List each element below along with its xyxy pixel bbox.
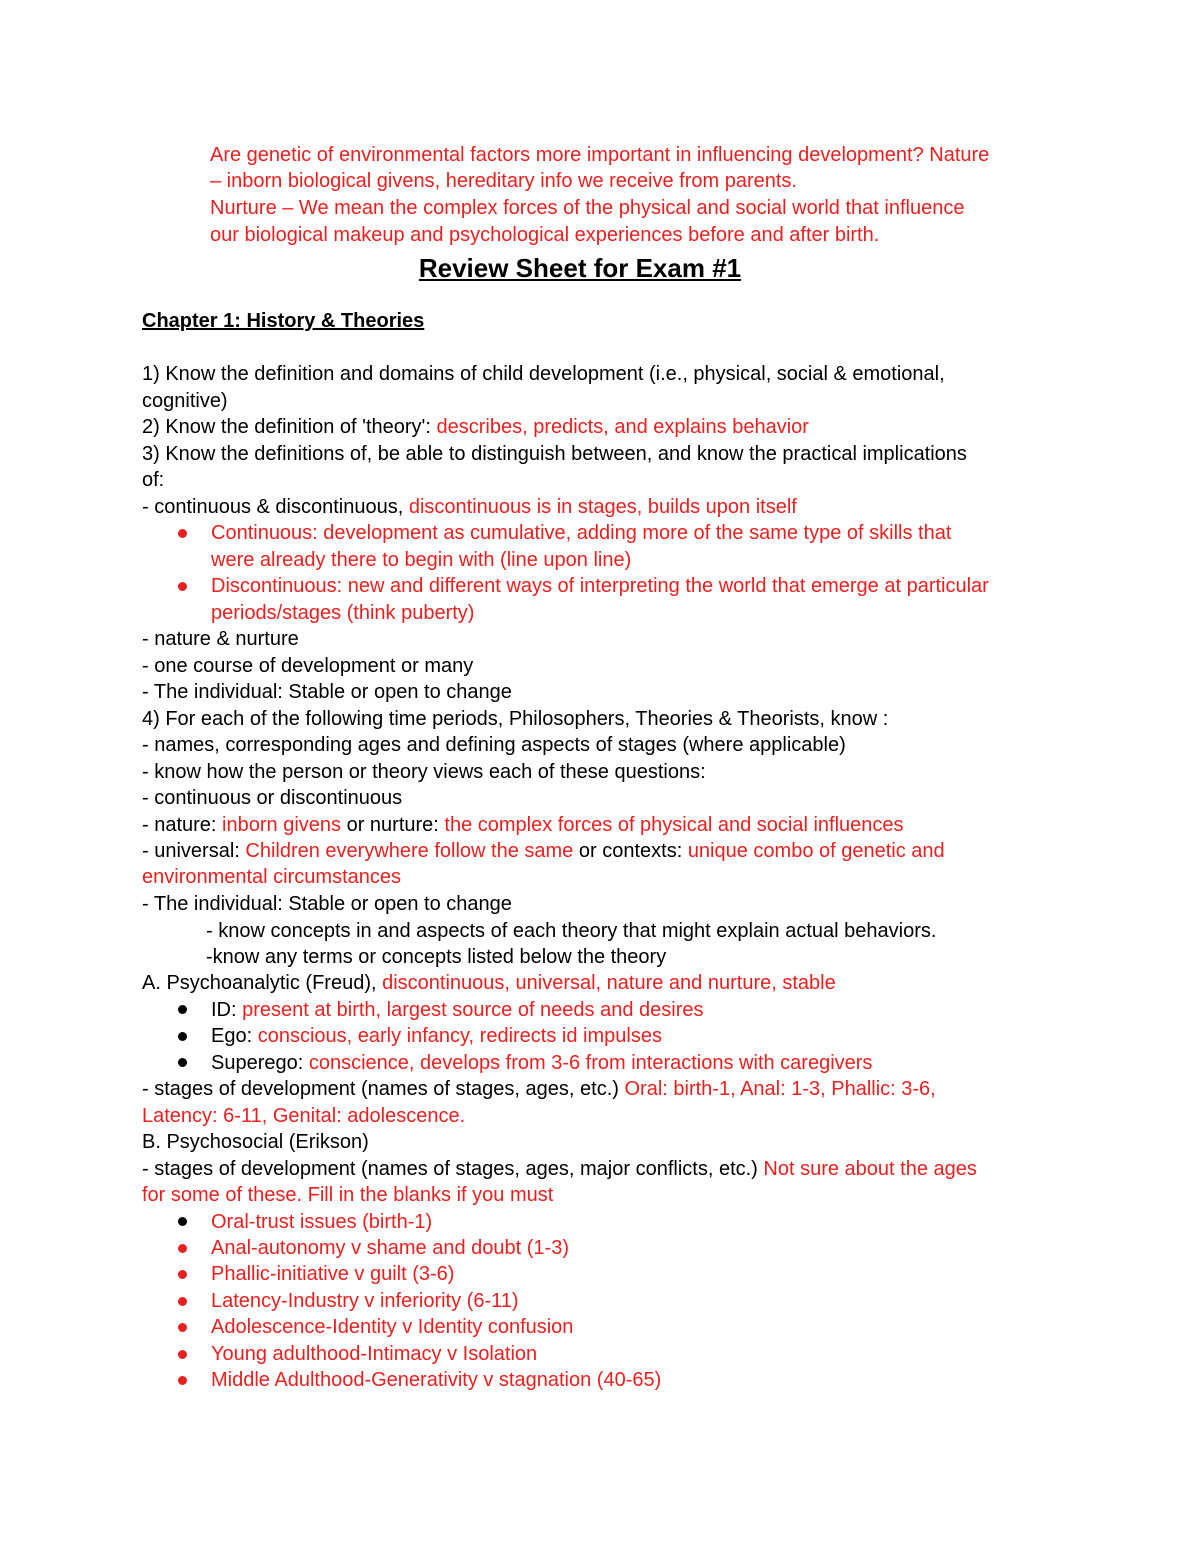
continuous-prefix: - continuous & discontinuous, [142,496,409,518]
nature-prefix: - nature: [142,814,223,836]
bullet-dot-icon [178,1323,187,1332]
erikson-stages-line-1 [142,1156,977,1182]
intro-line-2: – inborn biological givens, hereditary info we receive from parents. [210,170,797,192]
bullet-dot-icon [178,582,187,591]
freud-stages-prefix: - stages of development (names of stages, ages, etc.) [142,1078,625,1100]
freud-stages-line-2: Latency: 6-11, Genital: adolescence. [142,1105,466,1127]
bullet-dot-icon [178,529,187,538]
question-2 [142,414,809,440]
q4-item-continuous: - continuous or discontinuous [142,787,403,809]
continuous-bullet-line-2: were already there to begin with (line upon line) [211,549,632,571]
item-course-of-development: - one course of development or many [142,655,474,677]
item-nature-nurture: - nature & nurture [142,628,299,650]
universal-answer: Children everywhere follow the same [245,840,574,862]
continuous-answer: discontinuous is in stages, builds upon itself [408,496,797,518]
erikson-stages-line-2: for some of these. Fill in the blanks if you must [142,1184,554,1206]
q4-sub-concepts: - know concepts in and aspects of each theory that might explain actual behaviors. [206,920,937,942]
question-1-line-1: 1) Know the definition and domains of child development (i.e., physical, social & emotional, [142,363,945,385]
id-answer: present at birth, largest source of needs and desires [242,999,704,1021]
section-a-heading [142,970,836,996]
erikson-stage-item: Anal-autonomy v shame and doubt (1-3) [211,1237,569,1259]
freud-stages-line-1 [142,1076,936,1102]
question-2-prefix: 2) Know the definition of 'theory': [142,416,437,438]
bullet-dot-icon [178,1297,187,1306]
bullet-dot-icon [178,1005,187,1014]
bullet-dot-icon [178,1376,187,1385]
section-a-answer: discontinuous, universal, nature and nurture, stable [382,972,836,994]
question-4-line-1: 4) For each of the following time periods, Philosophers, Theories & Theorists, know : [142,708,889,730]
bullet-dot-icon [178,1217,187,1226]
question-1-line-2: cognitive) [142,390,228,412]
question-2-answer: describes, predicts, and explains behavior [436,416,809,438]
bullet-dot-icon [178,1350,187,1359]
contexts-answer-line-2: environmental circumstances [142,866,401,888]
superego-label: Superego: [211,1052,309,1074]
erikson-stage-item: Adolescence-Identity v Identity confusion [211,1316,574,1338]
freud-id-item [211,997,704,1023]
q4-item-individual: - The individual: Stable or open to change [142,893,512,915]
q4-item-names: - names, corresponding ages and defining aspects of stages (where applicable) [142,734,846,756]
ego-answer: conscious, early infancy, redirects id impulses [257,1025,662,1047]
erikson-stage-item: Young adulthood-Intimacy v Isolation [211,1343,538,1365]
erikson-stages-prefix: - stages of development (names of stages, ages, major conflicts, etc.) [142,1158,764,1180]
freud-superego-item [211,1050,872,1076]
page-title: Review Sheet for Exam #1 [418,253,742,283]
discontinuous-bullet-line-1: Discontinuous: new and different ways of interpreting the world that emerge at particular [211,575,989,597]
nature-answer: inborn givens [222,814,342,836]
erikson-stage-item: Latency-Industry v inferiority (6-11) [211,1290,519,1312]
section-b-heading: B. Psychosocial (Erikson) [142,1131,369,1153]
q4-item-nature [142,812,904,838]
contexts-answer: unique combo of genetic and [687,840,945,862]
question-3-continuous [142,494,797,520]
erikson-stage-item: Oral-trust issues (birth-1) [211,1211,433,1233]
freud-ego-item [211,1023,662,1049]
intro-line-4: our biological makeup and psychological experiences before and after birth. [210,224,880,246]
question-3-line-1: 3) Know the definitions of, be able to distinguish between, and know the practical implications [142,443,967,465]
erikson-stage-item: Middle Adulthood-Generativity v stagnation (40-65) [211,1369,662,1391]
bullet-dot-icon [178,1032,187,1041]
bullet-dot-icon [178,1058,187,1067]
universal-prefix: - universal: [142,840,246,862]
erikson-stages-note: Not sure about the ages [763,1158,977,1180]
question-3-line-2: of: [142,469,165,491]
nurture-answer: the complex forces of physical and social influences [444,814,904,836]
continuous-bullet-line-1: Continuous: development as cumulative, adding more of the same type of skills that [211,522,952,544]
intro-line-3: Nurture – We mean the complex forces of the physical and social world that influence [210,197,965,219]
ego-label: Ego: [211,1025,258,1047]
intro-line-1: Are genetic of environmental factors more important in influencing development? Nature [210,144,990,166]
contexts-prefix: or contexts: [573,840,688,862]
bullet-dot-icon [178,1244,187,1253]
nurture-prefix: or nurture: [341,814,445,836]
item-individual-stability: - The individual: Stable or open to change [142,681,512,703]
superego-answer: conscience, develops from 3-6 from interactions with caregivers [308,1052,873,1074]
bullet-dot-icon [178,1270,187,1279]
q4-item-universal [142,838,945,864]
section-a-prefix: A. Psychoanalytic (Freud), [142,972,383,994]
chapter-heading: Chapter 1: History & Theories [142,310,425,332]
erikson-stage-item: Phallic-initiative v guilt (3-6) [211,1263,455,1285]
id-label: ID: [211,999,243,1021]
q4-item-views: - know how the person or theory views each of these questions: [142,761,706,783]
freud-stages-answer: Oral: birth-1, Anal: 1-3, Phallic: 3-6, [624,1078,936,1100]
discontinuous-bullet-line-2: periods/stages (think puberty) [211,602,475,624]
q4-sub-terms: -know any terms or concepts listed below the theory [206,946,667,968]
